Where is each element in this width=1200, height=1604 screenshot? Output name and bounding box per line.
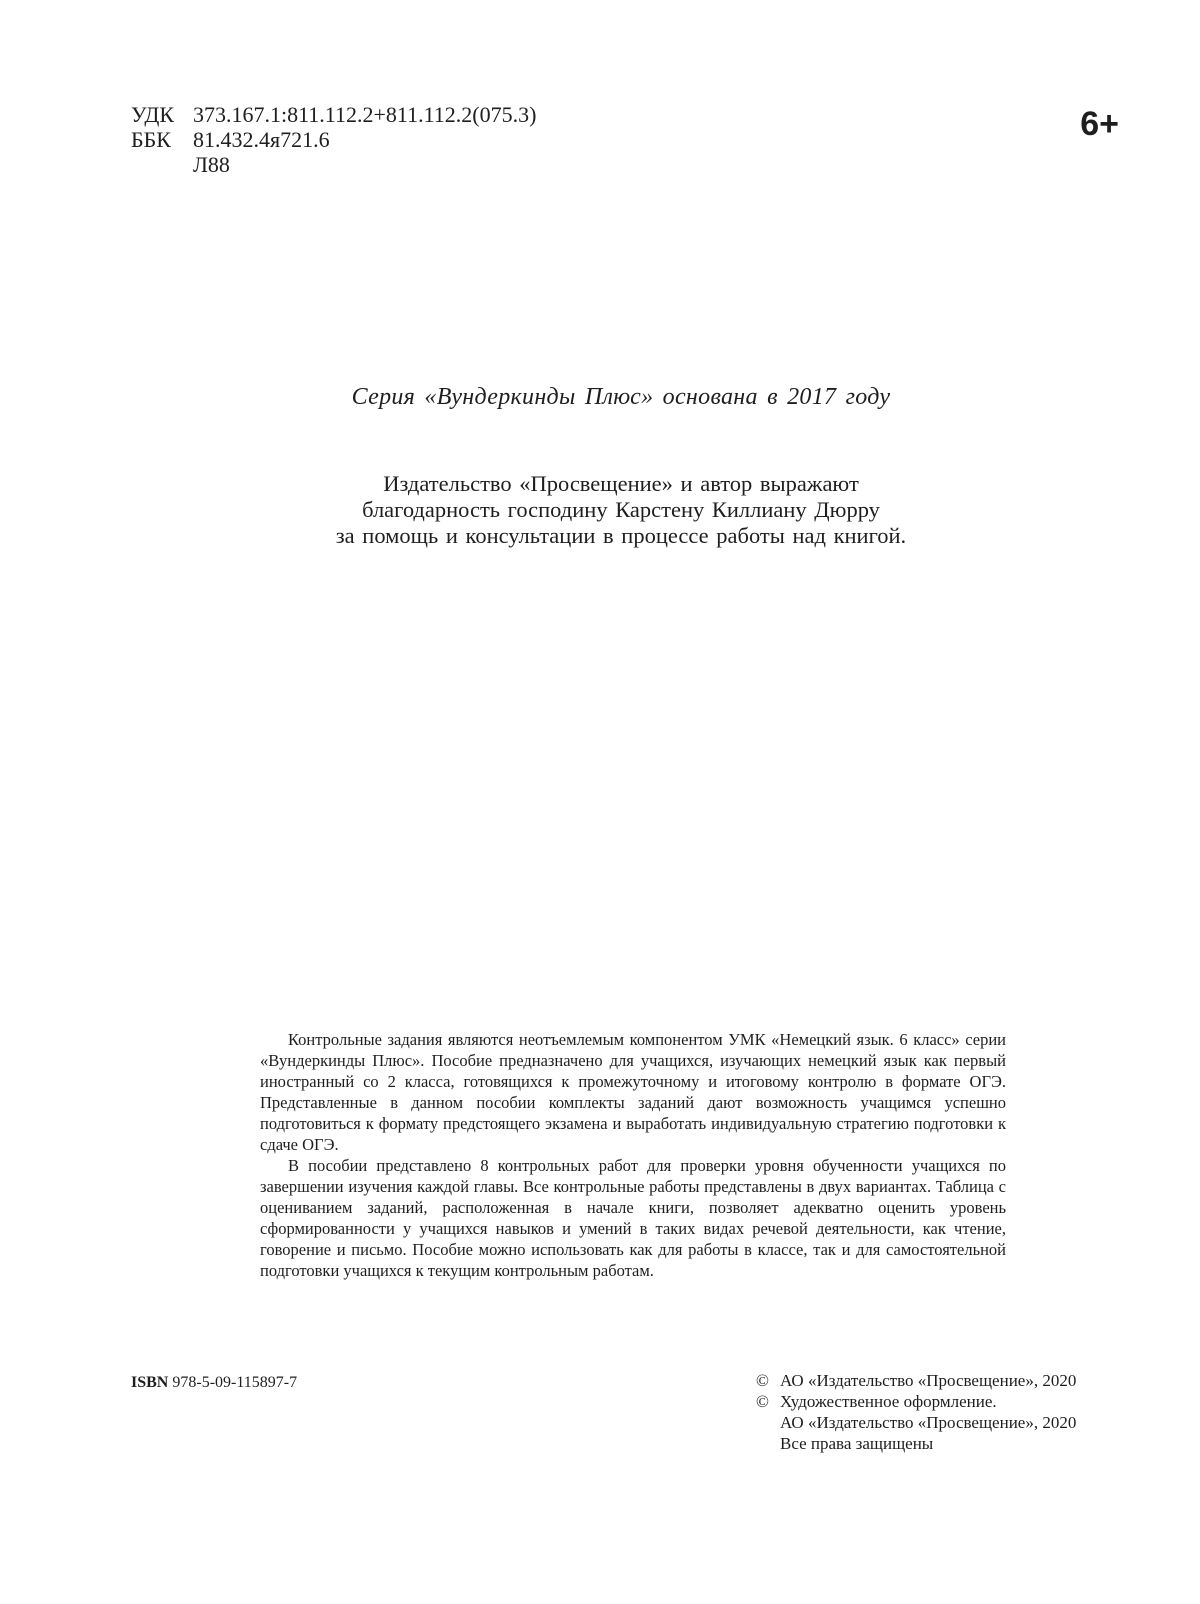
series-note: Серия «Вундеркинды Плюс» основана в 2017 году [351, 384, 891, 410]
annotation [260, 1029, 1006, 1281]
copyright-line [756, 1412, 1076, 1433]
isbn-label: ISBN [131, 1374, 169, 1391]
acknowledgement-line: за помощь и консультации в процессе работы над книгой. [335, 523, 907, 548]
copyright-text: Все права защищены [780, 1434, 934, 1453]
copyright-line [756, 1370, 1076, 1391]
annotation-paragraph: В пособии представлено 8 контрольных работ для проверки уровня обученности учащихся по завершении изучения каждой главы. Все контрольные работы представлены в двух вариантах. Таблица с оцениванием заданий, расположенная в начале книги, позволяет адекватно оценить уровень сформированности у учащихся навыков и умений в таких видах речевой деятельности, как чтение, говорение и письмо. Пособие можно использовать как для работы в классе, так и для самостоятельной подготовки учащихся к текущим контрольным работам. [260, 1156, 1006, 1280]
bbk-row [131, 127, 536, 152]
bbk-label: ББК [131, 127, 171, 152]
author-mark-row [131, 152, 536, 177]
copyright-line [756, 1391, 1076, 1412]
udk-value: 373.167.1:811.112.2+811.112.2(075.3) [193, 102, 537, 127]
copyright-symbol: © [756, 1392, 769, 1411]
acknowledgement [0, 471, 1200, 549]
copyright-text: АО «Издательство «Просвещение», 2020 [780, 1413, 1077, 1432]
copyright-text: Художественное оформление. [780, 1392, 997, 1411]
bbk-value: 81.432.4я721.6 [193, 127, 330, 152]
age-rating: 6+ [1080, 105, 1119, 143]
copyright-block [756, 1370, 1076, 1454]
copyright-line [756, 1433, 1076, 1454]
annotation-paragraph: Контрольные задания являются неотъемлемым компонентом УМК «Немецкий язык. 6 класс» серии «Вундеркинды Плюс». Пособие предназначено для учащихся, изучающих немецкий язык как первый иностранный со 2 класса, готовящихся к промежуточному и итоговому контролю в формате ОГЭ. Представленные в данном пособии комплекты заданий дают возможность учащимся успешно подготовиться к формату предстоящего экзамена и выработать индивидуальную стратегию подготовки к сдаче ОГЭ. [260, 1030, 1006, 1154]
copyright-text: АО «Издательство «Просвещение», 2020 [780, 1371, 1077, 1390]
isbn [131, 1372, 297, 1394]
author-mark: Л88 [193, 152, 230, 177]
udk-row [131, 102, 536, 127]
acknowledgement-line: благодарность господину Карстену Киллиану Дюрру [362, 497, 880, 522]
isbn-number: 978-5-09-115897-7 [172, 1374, 298, 1391]
udk-label: УДК [131, 102, 175, 127]
acknowledgement-line: Издательство «Просвещение» и автор выражают [383, 471, 859, 496]
copyright-symbol: © [756, 1371, 769, 1390]
bibliographic-codes [131, 102, 536, 177]
